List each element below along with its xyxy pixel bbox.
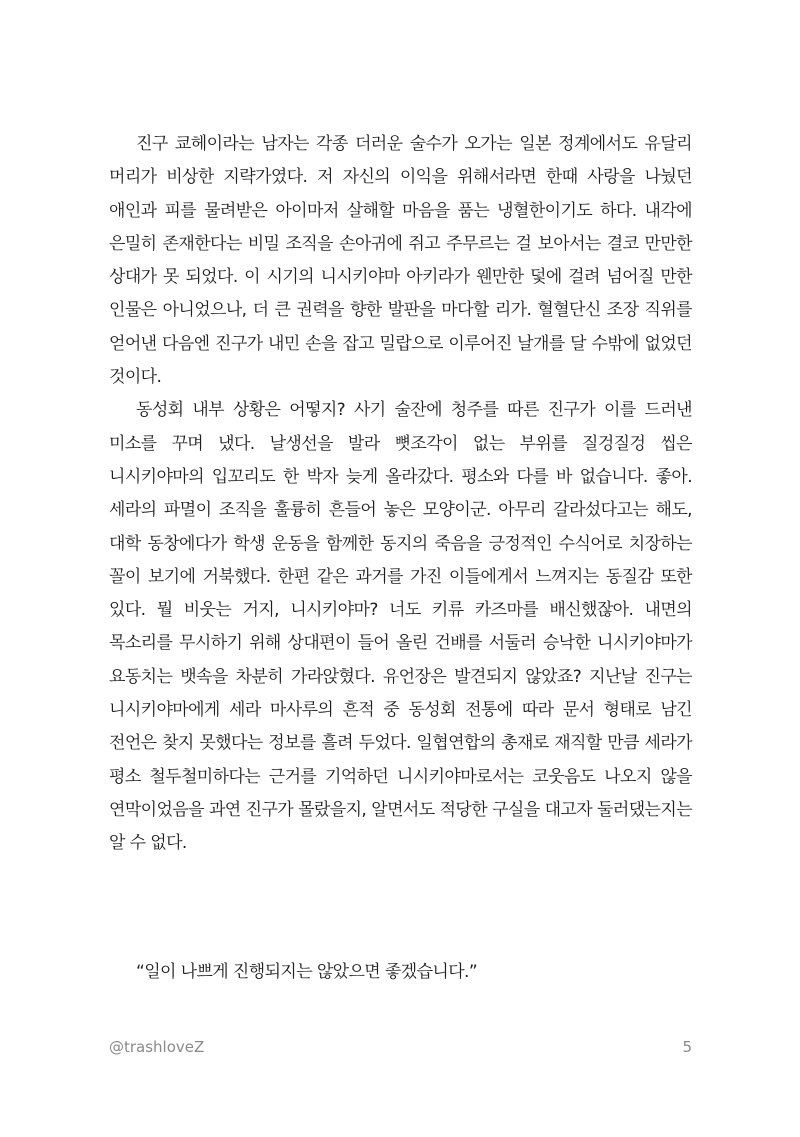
page-number: 5	[682, 1038, 692, 1056]
dialogue-line: “일이 나쁘게 진행되지는 않았으면 좋겠습니다.”	[136, 962, 478, 982]
paragraph-2: 동성회 내부 상황은 어떻지? 사기 술잔에 청주를 따른 진구가 이를 드러낸 미소를 꾸며 냈다. 날생선을 발라 뼛조각이 없는 부위를 질겅질겅 씹은 니시키야마의 입꼬리도 한 박자 늦게 올라갔다. 평소와 다를 바 없습니다. 좋아. 세라의 파멸이 조직을 훌륭히 흔들어 놓은 모양이군. 아무리 갈라섰다고는 해도, 대학 동창에다가 학생 운동을 함께한 동지의 죽음을 긍정적인 수식어로 치장하는 꼴이 보기에 거북했다. 한편 같은 과거를 가진 이들에게서 느껴지는 동질감 또한 있다. 뭘 비웃는 거지, 니시키야마? 너도 키류 카즈마를 배신했잖아. 내면의 목소리를 무시하기 위해 상대편이 들어 올린 건배를 서둘러 승낙한 니시키야마가 요동치는 뱃속을 차분히 가라앉혔다. 유언장은 발견되지 않았죠? 지난날 진구는 니시키야마에게 세라 마사루의 흔적 중 동성회 전통에 따라 문서 형태로 남긴 전언은 찾지 못했다는 정보를 흘려 두었다. 일협연합의 총재로 재직할 만큼 세라가 평소 철두철미하다는 근거를 기억하던 니시키야마로서는 코웃음도 나오지 않을 연막이었음을 과연 진구가 몰랐을지, 알면서도 적당한 구실을 대고자 둘러댔는지는 알 수 없다.	[109, 400, 692, 854]
paragraph-1: 진구 쿄헤이라는 남자는 각종 더러운 술수가 오가는 일본 정계에서도 유달리 머리가 비상한 지략가였다. 저 자신의 이익을 위해서라면 한때 사랑을 나눴던 애인과 피를 물려받은 아이마저 살해할 마음을 품는 냉혈한이기도 하다. 내각에 은밀히 존재한다는 비밀 조직을 손아귀에 쥐고 주무르는 걸 보아서는 결코 만만한 상대가 못 되었다. 이 시기의 니시키야마 아키라가 웬만한 덫에 걸려 넘어질 만한 인물은 아니었으나, 더 큰 권력을 향한 발판을 마다할 리가. 혈혈단신 조장 직위를 얻어낸 다음엔 진구가 내민 손을 잡고 밀랍으로 이루어진 날개를 달 수밖에 없었던 것이다.	[109, 134, 692, 388]
author-handle: @trashloveZ	[109, 1038, 205, 1056]
body-text	[109, 128, 692, 861]
